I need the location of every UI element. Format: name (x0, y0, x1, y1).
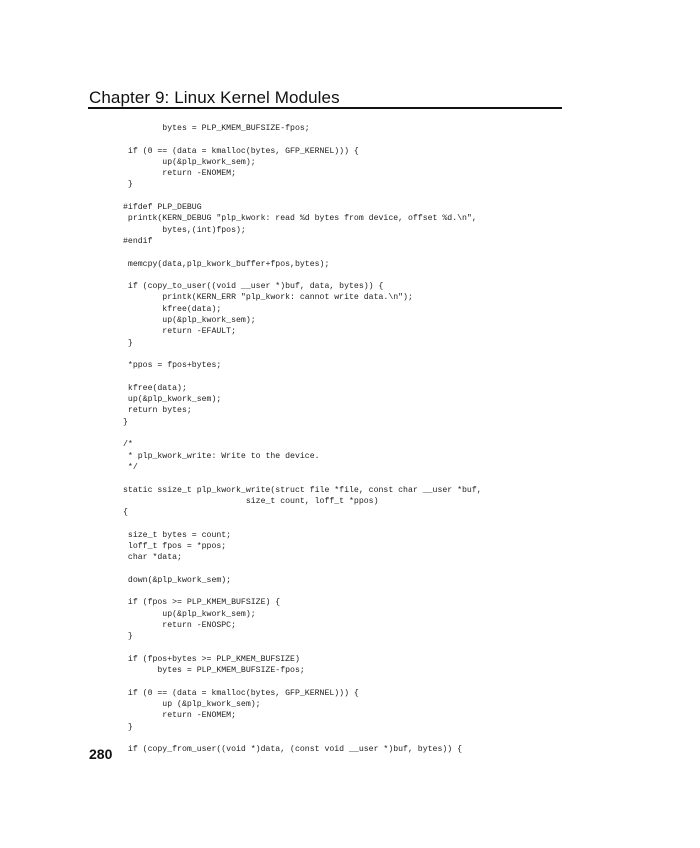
chapter-title: Chapter 9: Linux Kernel Modules (89, 88, 340, 107)
code-listing: bytes = PLP_KMEM_BUFSIZE-fpos; if (0 == (data = kmalloc(bytes, GFP_KERNEL))) { up(&plp_kwork_sem); return -ENOMEM; } #ifdef PLP_DEBUG printk(KERN_DEBUG "plp_kwork: read %d bytes from device, offset %d.\n", bytes,(int)fpos); #endif memcpy(data,plp_kwork_buffer+fpos,bytes); if (copy_to_user((void __user *)buf, data, bytes)) { printk(KERN_ERR "plp_kwork: cannot write data.\n"); kfree(data); up(&plp_kwork_sem); return -EFAULT; } *ppos = fpos+bytes; kfree(data); up(&plp_kwork_sem); return bytes; } /* * plp_kwork_write: Write to the device. */ static ssize_t plp_kwork_write(struct file *file, const char __user *buf, size_t count, loff_t *ppos) { size_t bytes = count; loff_t fpos = *ppos; char *data; down(&plp_kwork_sem); if (fpos >= PLP_KMEM_BUFSIZE) { up(&plp_kwork_sem); return -ENOSPC; } if (fpos+bytes >= PLP_KMEM_BUFSIZE) bytes = PLP_KMEM_BUFSIZE-fpos; if (0 == (data = kmalloc(bytes, GFP_KERNEL))) { up (&plp_kwork_sem); return -ENOMEM; } if (copy_from_user((void *)data, (const void __user *)buf, bytes)) { (123, 124, 482, 755)
header-rule (88, 107, 562, 109)
page-number: 280 (89, 746, 113, 762)
